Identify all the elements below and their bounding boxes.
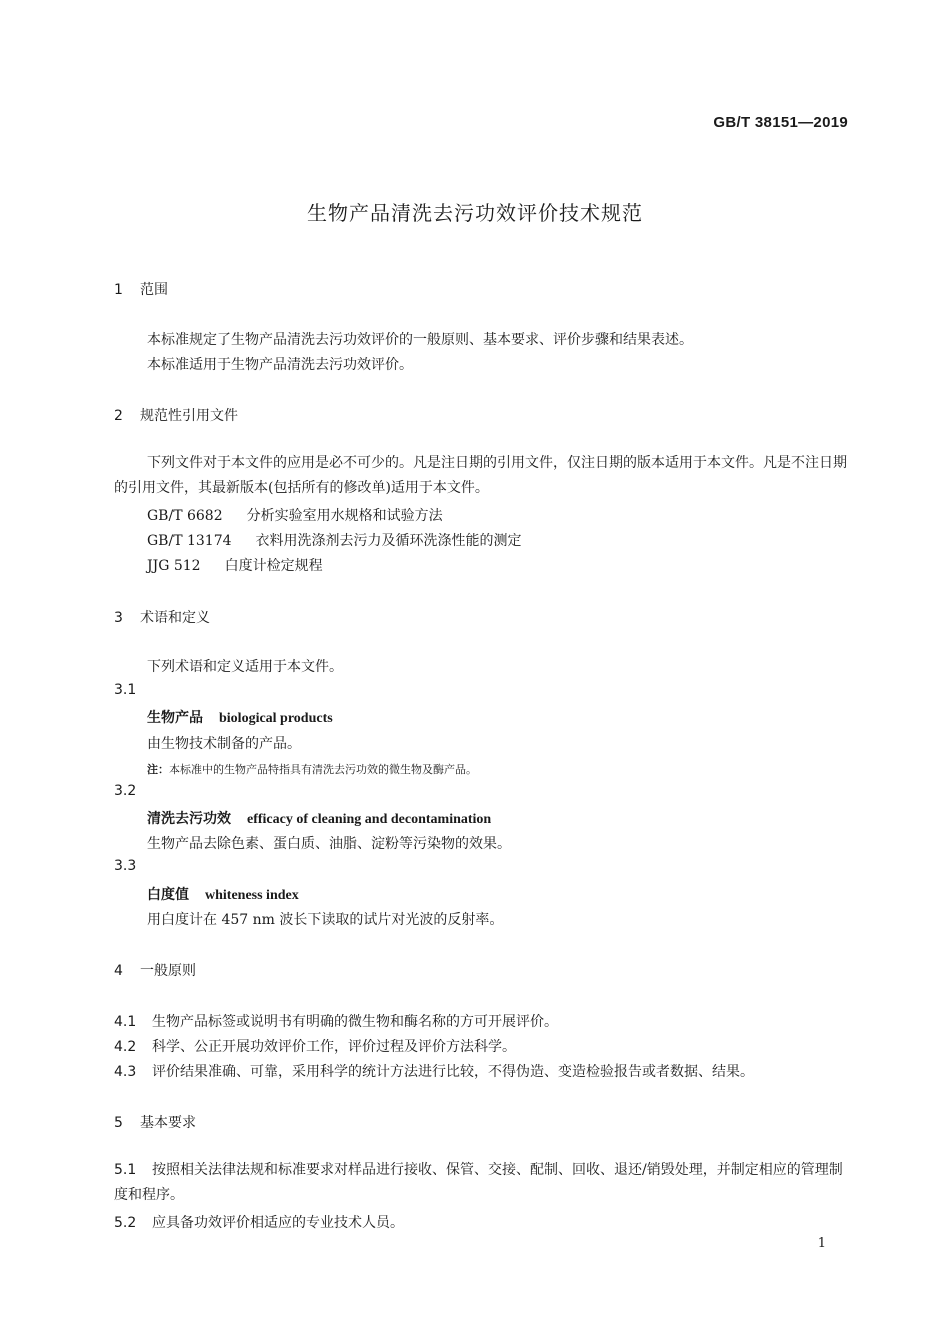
term-en: whiteness index bbox=[205, 888, 299, 903]
clause-item bbox=[114, 1212, 404, 1232]
page-number: 1 bbox=[817, 1236, 826, 1251]
reference-item bbox=[147, 505, 443, 525]
clause-item bbox=[114, 1036, 516, 1056]
clause-text: 科学、公正开展功效评价工作，评价过程及评价方法科学。 bbox=[152, 1039, 516, 1055]
section-1-line-2: 本标准适用于生物产品清洗去污功效评价。 bbox=[147, 357, 413, 373]
clause-item bbox=[114, 1011, 558, 1031]
section-1-line-1: 本标准规定了生物产品清洗去污功效评价的一般原则、基本要求、评价步骤和结果表述。 bbox=[147, 332, 693, 348]
clause-text: 应具备功效评价相适应的专业技术人员。 bbox=[152, 1215, 404, 1231]
term-definition: 由生物技术制备的产品。 bbox=[147, 736, 301, 752]
term-zh: 生物产品 bbox=[147, 710, 203, 726]
term-note bbox=[147, 761, 477, 777]
term-number: 3.3 bbox=[114, 858, 137, 874]
clause-number: 5.1 bbox=[114, 1162, 137, 1178]
term-number: 3.1 bbox=[114, 682, 137, 698]
reference-item bbox=[147, 530, 522, 550]
section-2-intro: 下列文件对于本文件的应用是必不可少的。凡是注日期的引用文件，仅注日期的版本适用于本文件。凡是不注日期的引用文件，其最新版本(包括所有的修改单)适用于本文件。 bbox=[114, 455, 847, 496]
term-entry bbox=[147, 884, 299, 904]
clause-number: 4.1 bbox=[114, 1014, 137, 1030]
clause-number: 5.2 bbox=[114, 1215, 137, 1231]
clause-text: 评价结果准确、可靠，采用科学的统计方法进行比较，不得伪造、变造检验报告或者数据、结果。 bbox=[152, 1064, 754, 1080]
section-3-heading bbox=[114, 607, 210, 627]
section-3-intro: 下列术语和定义适用于本文件。 bbox=[147, 659, 343, 675]
standard-code: GB/T 38151—2019 bbox=[713, 114, 848, 131]
section-number: 1 bbox=[114, 282, 123, 298]
clause-text: 按照相关法律法规和标准要求对样品进行接收、保管、交接、配制、回收、退还/销毁处理，并制定相应的管理制度和程序。 bbox=[114, 1162, 843, 1203]
note-label: 注： bbox=[147, 763, 169, 776]
reference-title: 白度计检定规程 bbox=[224, 558, 323, 574]
term-entry bbox=[147, 707, 333, 727]
clause-number: 4.3 bbox=[114, 1064, 137, 1080]
section-number: 3 bbox=[114, 610, 123, 626]
section-title: 基本要求 bbox=[140, 1115, 196, 1131]
reference-code: GB/T 13174 bbox=[147, 533, 232, 549]
section-number: 2 bbox=[114, 408, 123, 424]
section-title: 规范性引用文件 bbox=[140, 408, 238, 424]
section-title: 术语和定义 bbox=[140, 610, 210, 626]
term-en: biological products bbox=[219, 711, 333, 726]
reference-code: JJG 512 bbox=[147, 558, 201, 574]
reference-title: 分析实验室用水规格和试验方法 bbox=[246, 508, 443, 524]
section-number: 4 bbox=[114, 963, 123, 979]
section-number: 5 bbox=[114, 1115, 123, 1131]
reference-code: GB/T 6682 bbox=[147, 508, 223, 524]
clause-number: 4.2 bbox=[114, 1039, 137, 1055]
section-title: 一般原则 bbox=[140, 963, 196, 979]
reference-title: 衣料用洗涤剂去污力及循环洗涤性能的测定 bbox=[255, 533, 522, 549]
section-2-heading bbox=[114, 405, 238, 425]
document-title: 生物产品清洗去污功效评价技术规范 bbox=[307, 201, 643, 225]
clause-text: 生物产品标签或说明书有明确的微生物和酶名称的方可开展评价。 bbox=[152, 1014, 558, 1030]
section-1-heading bbox=[114, 279, 168, 299]
note-text: 本标准中的生物产品特指具有清洗去污功效的微生物及酶产品。 bbox=[169, 763, 477, 776]
term-en: efficacy of cleaning and decontamination bbox=[247, 812, 492, 827]
section-5-heading bbox=[114, 1112, 196, 1132]
clause-item bbox=[114, 1158, 852, 1208]
section-4-heading bbox=[114, 960, 196, 980]
term-zh: 清洗去污功效 bbox=[147, 811, 231, 827]
term-number: 3.2 bbox=[114, 783, 137, 799]
section-title: 范围 bbox=[140, 282, 168, 298]
reference-item bbox=[147, 555, 323, 575]
clause-item bbox=[114, 1061, 754, 1081]
term-definition: 用白度计在 457 nm 波长下读取的试片对光波的反射率。 bbox=[147, 912, 504, 928]
term-zh: 白度值 bbox=[147, 887, 189, 903]
term-definition: 生物产品去除色素、蛋白质、油脂、淀粉等污染物的效果。 bbox=[147, 836, 511, 852]
term-entry bbox=[147, 808, 491, 828]
